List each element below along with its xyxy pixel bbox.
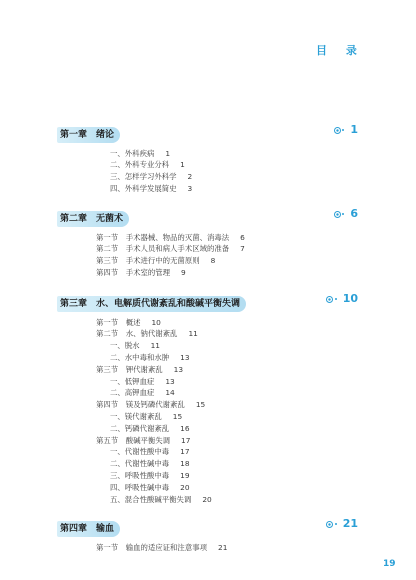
subsection-page-number: 16 <box>180 423 190 433</box>
subsection-title: 二、水中毒和水肿 <box>110 352 170 362</box>
chapter-tab <box>57 521 120 537</box>
toc-section-entry <box>57 243 358 255</box>
chapter-heading <box>57 516 358 532</box>
section-title: 镁及钙磷代谢紊乱 <box>125 400 185 410</box>
chapter-page-number: 21 <box>342 517 358 530</box>
chapter-number: 第一章 <box>60 130 88 140</box>
subsection-page-number: 11 <box>150 341 160 351</box>
chapter-number: 第三章 <box>60 299 88 309</box>
subsection-title: 三、呼吸性酸中毒 <box>110 470 170 480</box>
toc-subsection-entry <box>57 171 358 183</box>
chapter-entries <box>57 542 358 554</box>
toc-title: 目 录 <box>316 44 357 57</box>
toc-section-entry <box>57 364 358 376</box>
section-title: 水、钠代谢紊乱 <box>125 329 178 339</box>
toc-subsection-entry <box>57 159 358 171</box>
subsection-page-number: 3 <box>187 183 193 193</box>
toc-subsection-entry <box>57 376 358 388</box>
section-number: 第一节 <box>96 317 119 327</box>
bullet-circle-icon <box>326 521 333 528</box>
section-title: 手术人员和病人手术区域的准备 <box>125 244 230 254</box>
toc-subsection-entry <box>57 423 358 435</box>
subsection-page-number: 20 <box>202 494 212 504</box>
bullet-dot-icon <box>342 129 344 131</box>
section-title: 手术室的管理 <box>125 267 171 277</box>
section-number: 第二节 <box>96 329 119 339</box>
toc-section-entry <box>57 232 358 244</box>
section-title: 手术进行中的无菌原则 <box>125 256 200 266</box>
toc-subsection-entry <box>57 352 358 364</box>
chapter-4 <box>57 516 358 553</box>
subsection-page-number: 13 <box>180 352 190 362</box>
section-number: 第一节 <box>96 232 119 242</box>
subsection-title: 三、怎样学习外科学 <box>110 172 177 182</box>
section-title: 手术器械、物品的灭菌、消毒法 <box>125 232 230 242</box>
section-number: 第四节 <box>96 267 119 277</box>
toc-section-entry <box>57 317 358 329</box>
toc-subsection-entry <box>57 482 358 494</box>
section-number: 第五节 <box>96 435 119 445</box>
chapter-title: 绪论 <box>96 130 115 140</box>
chapter-page-block <box>334 122 358 138</box>
section-title: 酸碱平衡失调 <box>125 435 171 445</box>
section-page-number: 7 <box>240 244 245 254</box>
subsection-page-number: 20 <box>180 482 190 492</box>
section-page-number: 21 <box>218 542 228 552</box>
chapter-page-block <box>334 206 358 222</box>
section-page-number: 15 <box>195 400 206 410</box>
chapter-page-number: 1 <box>350 123 358 136</box>
section-page-number: 17 <box>181 435 191 445</box>
subsection-title: 四、呼吸性碱中毒 <box>110 482 170 492</box>
toc-subsection-entry <box>57 340 358 352</box>
bullet-dot-icon <box>335 523 337 525</box>
chapter-tab <box>57 127 120 143</box>
section-title: 概述 <box>125 317 141 327</box>
chapter-heading <box>57 291 358 307</box>
section-number: 第三节 <box>96 256 119 266</box>
chapter-page-number: 10 <box>342 292 358 305</box>
bullet-dot-icon <box>342 213 344 215</box>
chapter-title: 无菌术 <box>96 214 124 224</box>
toc-section-entry <box>57 255 358 267</box>
toc-subsection-entry <box>57 387 358 399</box>
subsection-page-number: 2 <box>187 172 193 182</box>
chapter-tab <box>57 296 246 312</box>
subsection-title: 一、代谢性酸中毒 <box>110 447 170 457</box>
toc-subsection-entry <box>57 148 358 160</box>
toc-subsection-entry <box>57 494 358 506</box>
subsection-title: 一、低钾血症 <box>110 376 155 386</box>
section-page-number: 6 <box>240 232 245 242</box>
subsection-title: 一、外科疾病 <box>110 148 155 158</box>
toc-subsection-entry <box>57 470 358 482</box>
section-page-number: 9 <box>181 267 186 277</box>
section-number: 第一节 <box>96 542 119 552</box>
chapter-entries <box>57 317 358 506</box>
toc-subsection-entry <box>57 411 358 423</box>
toc-subsection-entry <box>57 183 358 195</box>
subsection-page-number: 19 <box>180 470 190 480</box>
chapter-title: 输血 <box>96 524 115 534</box>
section-page-number: 11 <box>188 329 198 339</box>
bullet-circle-icon <box>326 296 333 303</box>
bullet-circle-icon <box>334 127 341 134</box>
chapter-number: 第四章 <box>60 524 88 534</box>
toc-section-entry <box>57 542 358 554</box>
section-number: 第四节 <box>96 400 119 410</box>
toc-section-entry <box>57 328 358 340</box>
chapter-entries <box>57 148 358 195</box>
toc-section-entry <box>57 435 358 447</box>
subsection-title: 二、代谢性碱中毒 <box>110 459 170 469</box>
toc-section-entry <box>57 267 358 279</box>
chapter-title: 水、电解质代谢紊乱和酸碱平衡失调 <box>96 299 241 309</box>
section-number: 第二节 <box>96 244 119 254</box>
section-title: 钾代谢紊乱 <box>125 364 163 374</box>
subsection-page-number: 14 <box>165 388 175 398</box>
subsection-title: 一、镁代谢紊乱 <box>110 411 162 421</box>
chapter-entries <box>57 232 358 279</box>
chapter-1 <box>57 122 358 195</box>
subsection-title: 四、外科学发展简史 <box>110 183 177 193</box>
section-title: 输血的适应证和注意事项 <box>125 542 207 552</box>
section-page-number: 10 <box>151 317 161 327</box>
page-folio-number: 19 <box>383 559 396 569</box>
subsection-title: 一、脱水 <box>110 341 140 351</box>
subsection-page-number: 1 <box>180 160 185 170</box>
chapter-tab <box>57 211 129 227</box>
subsection-title: 二、高钾血症 <box>110 388 155 398</box>
section-page-number: 8 <box>210 256 216 266</box>
chapter-page-block <box>326 516 358 532</box>
toc-subsection-entry <box>57 446 358 458</box>
chapter-page-number: 6 <box>350 207 358 220</box>
chapter-heading <box>57 122 358 138</box>
section-page-number: 13 <box>173 364 184 374</box>
chapter-3 <box>57 291 358 505</box>
subsection-page-number: 18 <box>180 459 190 469</box>
subsection-title: 二、钙磷代谢紊乱 <box>110 423 170 433</box>
chapter-number: 第二章 <box>60 214 88 224</box>
toc-subsection-entry <box>57 458 358 470</box>
section-number: 第三节 <box>96 364 119 374</box>
toc-section-entry <box>57 399 358 411</box>
bullet-dot-icon <box>335 298 337 300</box>
subsection-title: 五、混合性酸碱平衡失调 <box>110 494 192 504</box>
subsection-title: 二、外科专业分科 <box>110 160 170 170</box>
subsection-page-number: 17 <box>180 447 190 457</box>
chapter-heading <box>57 206 358 222</box>
chapter-page-block <box>326 291 358 307</box>
subsection-page-number: 15 <box>172 411 183 421</box>
subsection-page-number: 13 <box>165 376 175 386</box>
chapter-2 <box>57 206 358 279</box>
subsection-page-number: 1 <box>165 148 171 158</box>
bullet-circle-icon <box>334 211 341 218</box>
